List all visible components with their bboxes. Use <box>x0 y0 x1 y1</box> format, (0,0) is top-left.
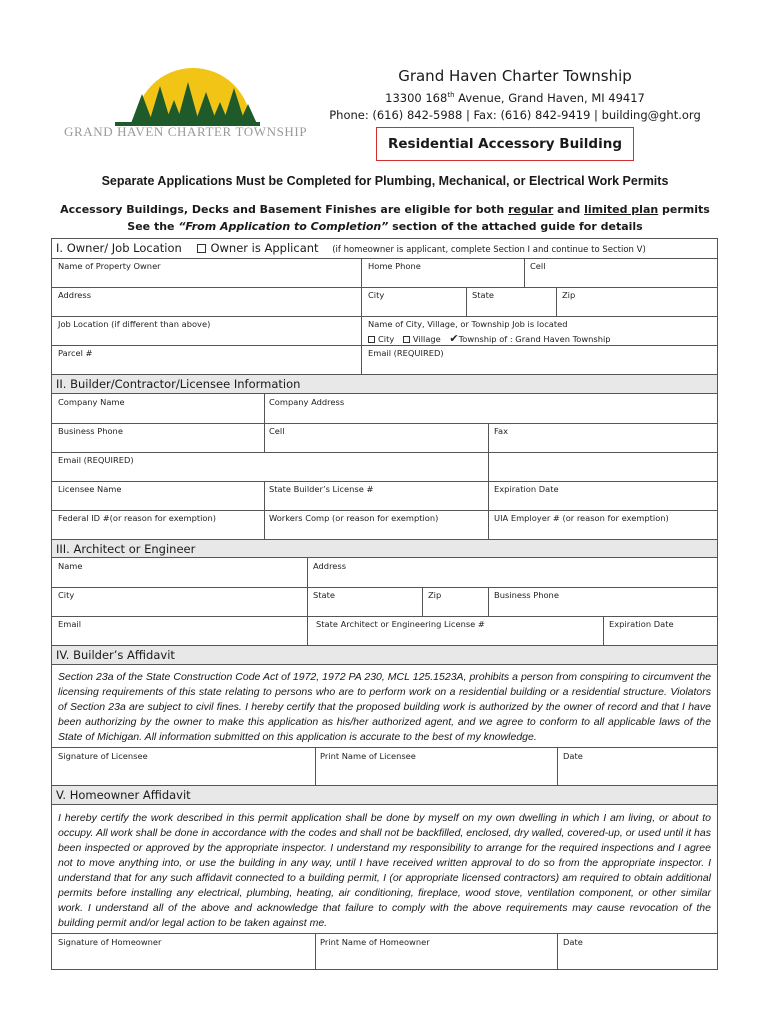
home-phone-field[interactable]: Home Phone <box>368 261 421 271</box>
architect-email-field[interactable]: Email <box>58 619 82 629</box>
homeowner-signature-field[interactable]: Signature of Homeowner <box>58 937 162 947</box>
section-4-header: IV. Builder’s Affidavit <box>52 645 717 665</box>
form-title: Residential Accessory Building <box>376 127 634 161</box>
state-field[interactable]: State <box>472 290 494 300</box>
homeowner-affidavit-text: I hereby certify the work described in this permit application shall be done by myself on my own dwelling in which I am living, or about to occupy. All work shall be done in accordance with the codes and shall not be backfilled, enclosed, dry walled, covered-up, or used until it has been inspected or approved by the appropriate inspector. I understand my responsibility to arrange for the required inspections and I agree not to move anything into, or use the building in any way, until I have received written approval to do so from the appropriate inspector. I understand that for any such affidavit connected to a building permit, I (or appropriate licensed contractors) am required to obtain additional permits before installing any electrical, plumbing, heating, air conditioning, fireplace, wood stove, ventilation component, or other similar work. I understand all of the above and acknowledge that failure to comply with the above requirements may cause revocation of the building permit and/or legal action to be taken against me. <box>58 812 711 929</box>
owner-name-field[interactable]: Name of Property Owner <box>58 261 161 271</box>
builder-email-field[interactable]: Email (REQUIRED) <box>58 455 134 465</box>
licensee-date-field[interactable]: Date <box>563 751 583 761</box>
org-name: Grand Haven Charter Township <box>398 67 632 85</box>
architect-address-field[interactable]: Address <box>313 561 347 571</box>
township-logo <box>60 64 308 146</box>
parcel-field[interactable]: Parcel # <box>58 348 93 358</box>
guide-note: See the “From Application to Completion” section of the attached guide for details <box>127 220 643 233</box>
state-builder-license-field[interactable]: State Builder’s License # <box>269 484 374 494</box>
permit-form <box>51 238 718 970</box>
architect-business-phone-field[interactable]: Business Phone <box>494 590 559 600</box>
licensee-name-field[interactable]: Licensee Name <box>58 484 122 494</box>
org-contact: Phone: (616) 842-5988 | Fax: (616) 842-9419 | building@ght.org <box>329 108 701 122</box>
company-address-field[interactable]: Company Address <box>269 397 345 407</box>
licensee-signature-field[interactable]: Signature of Licensee <box>58 751 148 761</box>
owner-is-applicant-label: Owner is Applicant <box>210 241 319 255</box>
jurisdiction-options: City Village ✔Township of : Grand Haven Township <box>368 332 611 345</box>
section-3-header: III. Architect or Engineer <box>52 539 717 558</box>
fax-field[interactable]: Fax <box>494 426 509 436</box>
architect-city-field[interactable]: City <box>58 590 75 600</box>
jurisdiction-label: Name of City, Village, or Township Job is located <box>368 319 568 329</box>
architect-zip-field[interactable]: Zip <box>428 590 442 600</box>
job-location-field[interactable]: Job Location (if different than above) <box>58 319 211 329</box>
section-1-note: (if homeowner is applicant, complete Section I and continue to Section V) <box>332 245 646 255</box>
cell-field[interactable]: Cell <box>530 261 546 271</box>
architect-state-field[interactable]: State <box>313 590 335 600</box>
eligibility-note: Accessory Buildings, Decks and Basement Finishes are eligible for both regular and limited plan permits <box>60 203 710 216</box>
section-5-header: V. Homeowner Affidavit <box>52 785 717 805</box>
section-1-header <box>56 241 646 255</box>
builder-expiration-date-field[interactable]: Expiration Date <box>494 484 559 494</box>
licensee-print-name-field[interactable]: Print Name of Licensee <box>320 751 416 761</box>
builder-cell-field[interactable]: Cell <box>269 426 285 436</box>
checkmark-icon[interactable]: ✔ <box>449 332 459 345</box>
section-2-header: II. Builder/Contractor/Licensee Information <box>52 374 717 394</box>
city-field[interactable]: City <box>368 290 385 300</box>
architect-license-field[interactable]: State Architect or Engineering License # <box>316 619 485 629</box>
section-1-title: I. Owner/ Job Location <box>56 241 182 255</box>
sun-and-pines-icon <box>60 64 300 126</box>
zip-field[interactable]: Zip <box>562 290 576 300</box>
architect-name-field[interactable]: Name <box>58 561 83 571</box>
village-checkbox[interactable] <box>403 336 410 343</box>
company-name-field[interactable]: Company Name <box>58 397 125 407</box>
city-checkbox[interactable] <box>368 336 375 343</box>
architect-expiration-date-field[interactable]: Expiration Date <box>609 619 674 629</box>
federal-id-field[interactable]: Federal ID #(or reason for exemption) <box>58 513 216 523</box>
business-phone-field[interactable]: Business Phone <box>58 426 123 436</box>
uia-employer-field[interactable]: UIA Employer # (or reason for exemption) <box>494 513 669 523</box>
workers-comp-field[interactable]: Workers Comp (or reason for exemption) <box>269 513 439 523</box>
builder-affidavit-text: Section 23a of the State Construction Code Act of 1972, 1972 PA 230, MCL 125.1523A, prohibits a person from conspiring to circumvent the licensing requirements of this state relating to persons who are to perform work on a residential building or a residential structure. Violators of Section 23a are subject to civil fines. I hereby certify that the proposed building work is authorized by the owner of record and that I have been authorizing by the owner to make this application as his/her authorized agent, and we agree to conform to all applicable laws of the State of Michigan. All information submitted on this application is accurate to the best of my knowledge. <box>58 671 711 743</box>
logo-text: GRAND HAVEN CHARTER TOWNSHIP <box>64 124 308 139</box>
homeowner-print-name-field[interactable]: Print Name of Homeowner <box>320 937 430 947</box>
owner-is-applicant-checkbox[interactable] <box>197 244 206 253</box>
org-address: 13300 168th Avenue, Grand Haven, MI 49417 <box>385 91 645 105</box>
separate-applications-note: Separate Applications Must be Completed for Plumbing, Mechanical, or Electrical Work Permits <box>101 174 669 188</box>
address-field[interactable]: Address <box>58 290 92 300</box>
owner-email-field[interactable]: Email (REQUIRED) <box>368 348 444 358</box>
homeowner-date-field[interactable]: Date <box>563 937 583 947</box>
